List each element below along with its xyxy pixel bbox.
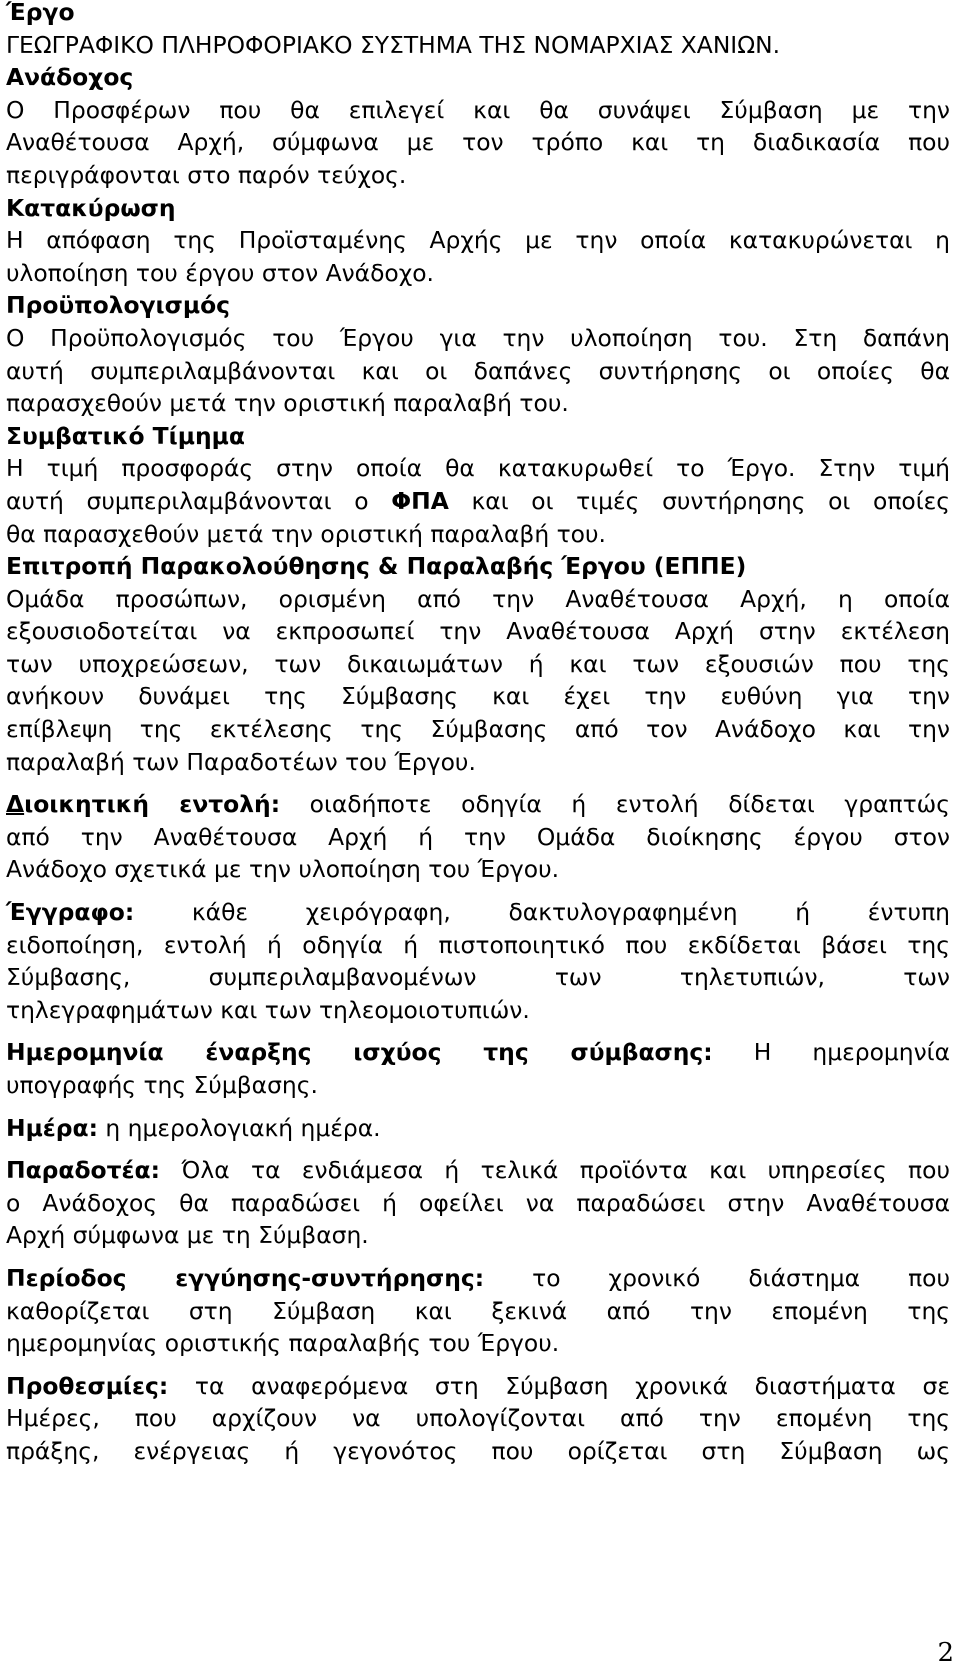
term-periodos: Περίοδος εγγύησης-συντήρησης: bbox=[6, 1263, 485, 1292]
def-ergo-line: ΓΕΩΓΡΑΦΙΚΟ ΠΛΗΡΟΦΟΡΙΑΚΟ ΣΥΣΤΗΜΑ ΤΗΣ ΝΟΜΑΡΧΙΑΣ ΧΑΝΙΩΝ. bbox=[6, 30, 781, 59]
def-eggrafo-text: κάθε χειρόγραφη, δακτυλογραφημένη ή έντυπη bbox=[134, 898, 950, 927]
def-eggrafo-line: Σύμβασης, συμπεριλαμβανομένων των τηλετυπιών, των bbox=[6, 963, 950, 992]
term-imerominia: Ημερομηνία έναρξης ισχύος της σύμβασης: bbox=[6, 1038, 713, 1067]
def-timima-text: αυτή συμπεριλαμβάνονται ο bbox=[6, 486, 392, 515]
term-timima: Συμβατικό Τίμημα bbox=[6, 421, 245, 450]
def-proypologismos-line: Ο Προϋπολογισμός του Έργου για την υλοποίηση του. Στη δαπάνη bbox=[6, 323, 950, 352]
term-entoli-rest: ιοικητική εντολή: bbox=[24, 790, 281, 819]
def-prothesmies-line bbox=[6, 1370, 950, 1403]
def-entoli-line bbox=[6, 788, 950, 821]
page-number: 2 bbox=[937, 1638, 954, 1668]
def-imera-line bbox=[6, 1112, 950, 1145]
def-eppe-line: των υποχρεώσεων, των δικαιωμάτων ή και των εξουσιών που της bbox=[6, 649, 950, 678]
def-imerominia-text: Η ημερομηνία bbox=[712, 1038, 951, 1067]
def-katakyrosi-line: υλοποίηση του έργου στον Ανάδοχο. bbox=[6, 258, 434, 287]
def-periodos-line: καθορίζεται στη Σύμβαση και ξεκινά από την επομένη της bbox=[6, 1296, 950, 1325]
def-periodos-text: το χρονικό διάστημα που bbox=[484, 1263, 950, 1292]
def-paradotea-line: Αρχή σύμφωνα με τη Σύμβαση. bbox=[6, 1221, 369, 1250]
vat-term: ΦΠΑ bbox=[391, 486, 449, 515]
term-entoli-initial: Δ bbox=[6, 790, 25, 819]
def-katakyrosi-line: Η απόφαση της Προϊσταμένης Αρχής με την οποία κατακυρώνεται η bbox=[6, 226, 950, 255]
def-paradotea-line bbox=[6, 1154, 950, 1187]
def-prothesmies-text: τα αναφερόμενα στη Σύμβαση χρονικά διαστήματα σε bbox=[168, 1371, 950, 1400]
def-eggrafo-line bbox=[6, 896, 950, 929]
def-proypologismos-line: παρασχεθούν μετά την οριστική παραλαβή του. bbox=[6, 389, 569, 418]
def-prothesmies-line: πράξης, ενέργειας ή γεγονότος που ορίζεται στη Σύμβαση ως bbox=[6, 1436, 950, 1465]
def-imerominia-line: υπογραφής της Σύμβασης. bbox=[6, 1071, 318, 1099]
def-imerominia-line bbox=[6, 1036, 950, 1069]
term-eppe: Επιτροπή Παρακολούθησης & Παραλαβής Έργου (ΕΠΠΕ) bbox=[6, 552, 747, 581]
def-prothesmies-line: Ημέρες, που αρχίζουν να υπολογίζονται από την επομένη της bbox=[6, 1404, 950, 1433]
def-periodos-line bbox=[6, 1262, 950, 1295]
def-eppe-line: ανήκουν δυνάμει της Σύμβασης και έχει την ευθύνη για την bbox=[6, 682, 950, 711]
def-entoli-line: Ανάδοχο σχετικά με την υλοποίηση του Έργου. bbox=[6, 855, 560, 884]
def-proypologismos-line: αυτή συμπεριλαμβάνονται και οι δαπάνες συντήρησης οι οποίες θα bbox=[6, 356, 950, 385]
def-eppe-line: επίβλεψη της εκτέλεσης της Σύμβασης από τον Ανάδοχο και την bbox=[6, 715, 950, 744]
def-entoli-line: από την Αναθέτουσα Αρχή ή την Ομάδα διοίκησης έργου στον bbox=[6, 822, 950, 851]
def-anadoxos-line: Αναθέτουσα Αρχή, σύμφωνα με τον τρόπο και τη διαδικασία που bbox=[6, 128, 950, 157]
def-timima-text: και οι τιμές συντήρησης οι οποίες bbox=[448, 486, 950, 515]
def-timima-line: θα παρασχεθούν μετά την οριστική παραλαβή του. bbox=[6, 519, 606, 548]
term-proypologismos: Προϋπολογισμός bbox=[6, 291, 231, 320]
def-eppe-line: Ομάδα προσώπων, ορισμένη από την Αναθέτουσα Αρχή, η οποία bbox=[6, 584, 950, 613]
def-entoli-text: οιαδήποτε οδηγία ή εντολή δίδεται γραπτώς bbox=[280, 790, 950, 819]
document-page bbox=[6, 0, 950, 1468]
term-ergo: Έργο bbox=[6, 0, 75, 26]
def-anadoxos-line: περιγράφονται στο παρόν τεύχος. bbox=[6, 160, 407, 189]
def-paradotea-line: ο Ανάδοχος θα παραδώσει ή οφείλει να παραδώσει στην Αναθέτουσα bbox=[6, 1188, 950, 1217]
def-paradotea-text: Όλα τα ενδιάμεσα ή τελικά προϊόντα και υπηρεσίες που bbox=[159, 1156, 950, 1185]
def-eppe-line: εξουσιοδοτείται να εκπροσωπεί την Αναθέτουσα Αρχή στην εκτέλεση bbox=[6, 617, 950, 646]
term-imera: Ημέρα: bbox=[6, 1113, 98, 1142]
def-timima-line bbox=[6, 485, 950, 518]
def-eggrafo-line: τηλεγραφημάτων και των τηλεομοιοτυπιών. bbox=[6, 995, 530, 1024]
def-eppe-line: παραλαβή των Παραδοτέων του Έργου. bbox=[6, 747, 476, 776]
term-entoli bbox=[6, 790, 280, 818]
def-eggrafo-line: ειδοποίηση, εντολή ή οδηγία ή πιστοποιητικό που εκδίδεται βάσει της bbox=[6, 930, 950, 959]
def-periodos-line: ημερομηνίας οριστικής παραλαβής του Έργου. bbox=[6, 1329, 560, 1358]
def-imera-text: η ημερολογιακή ημέρα. bbox=[97, 1113, 381, 1142]
term-eggrafo: Έγγραφο: bbox=[6, 898, 135, 927]
def-anadoxos-line: Ο Προσφέρων που θα επιλεγεί και θα συνάψει Σύμβαση με την bbox=[6, 95, 950, 124]
term-prothesmies: Προθεσμίες: bbox=[6, 1371, 169, 1400]
def-timima-line: Η τιμή προσφοράς στην οποία θα κατακυρωθεί το Έργο. Στην τιμή bbox=[6, 454, 950, 483]
term-katakyrosi: Κατακύρωση bbox=[6, 193, 176, 222]
term-anadoxos: Ανάδοχος bbox=[6, 63, 134, 92]
term-paradotea: Παραδοτέα: bbox=[6, 1156, 160, 1185]
